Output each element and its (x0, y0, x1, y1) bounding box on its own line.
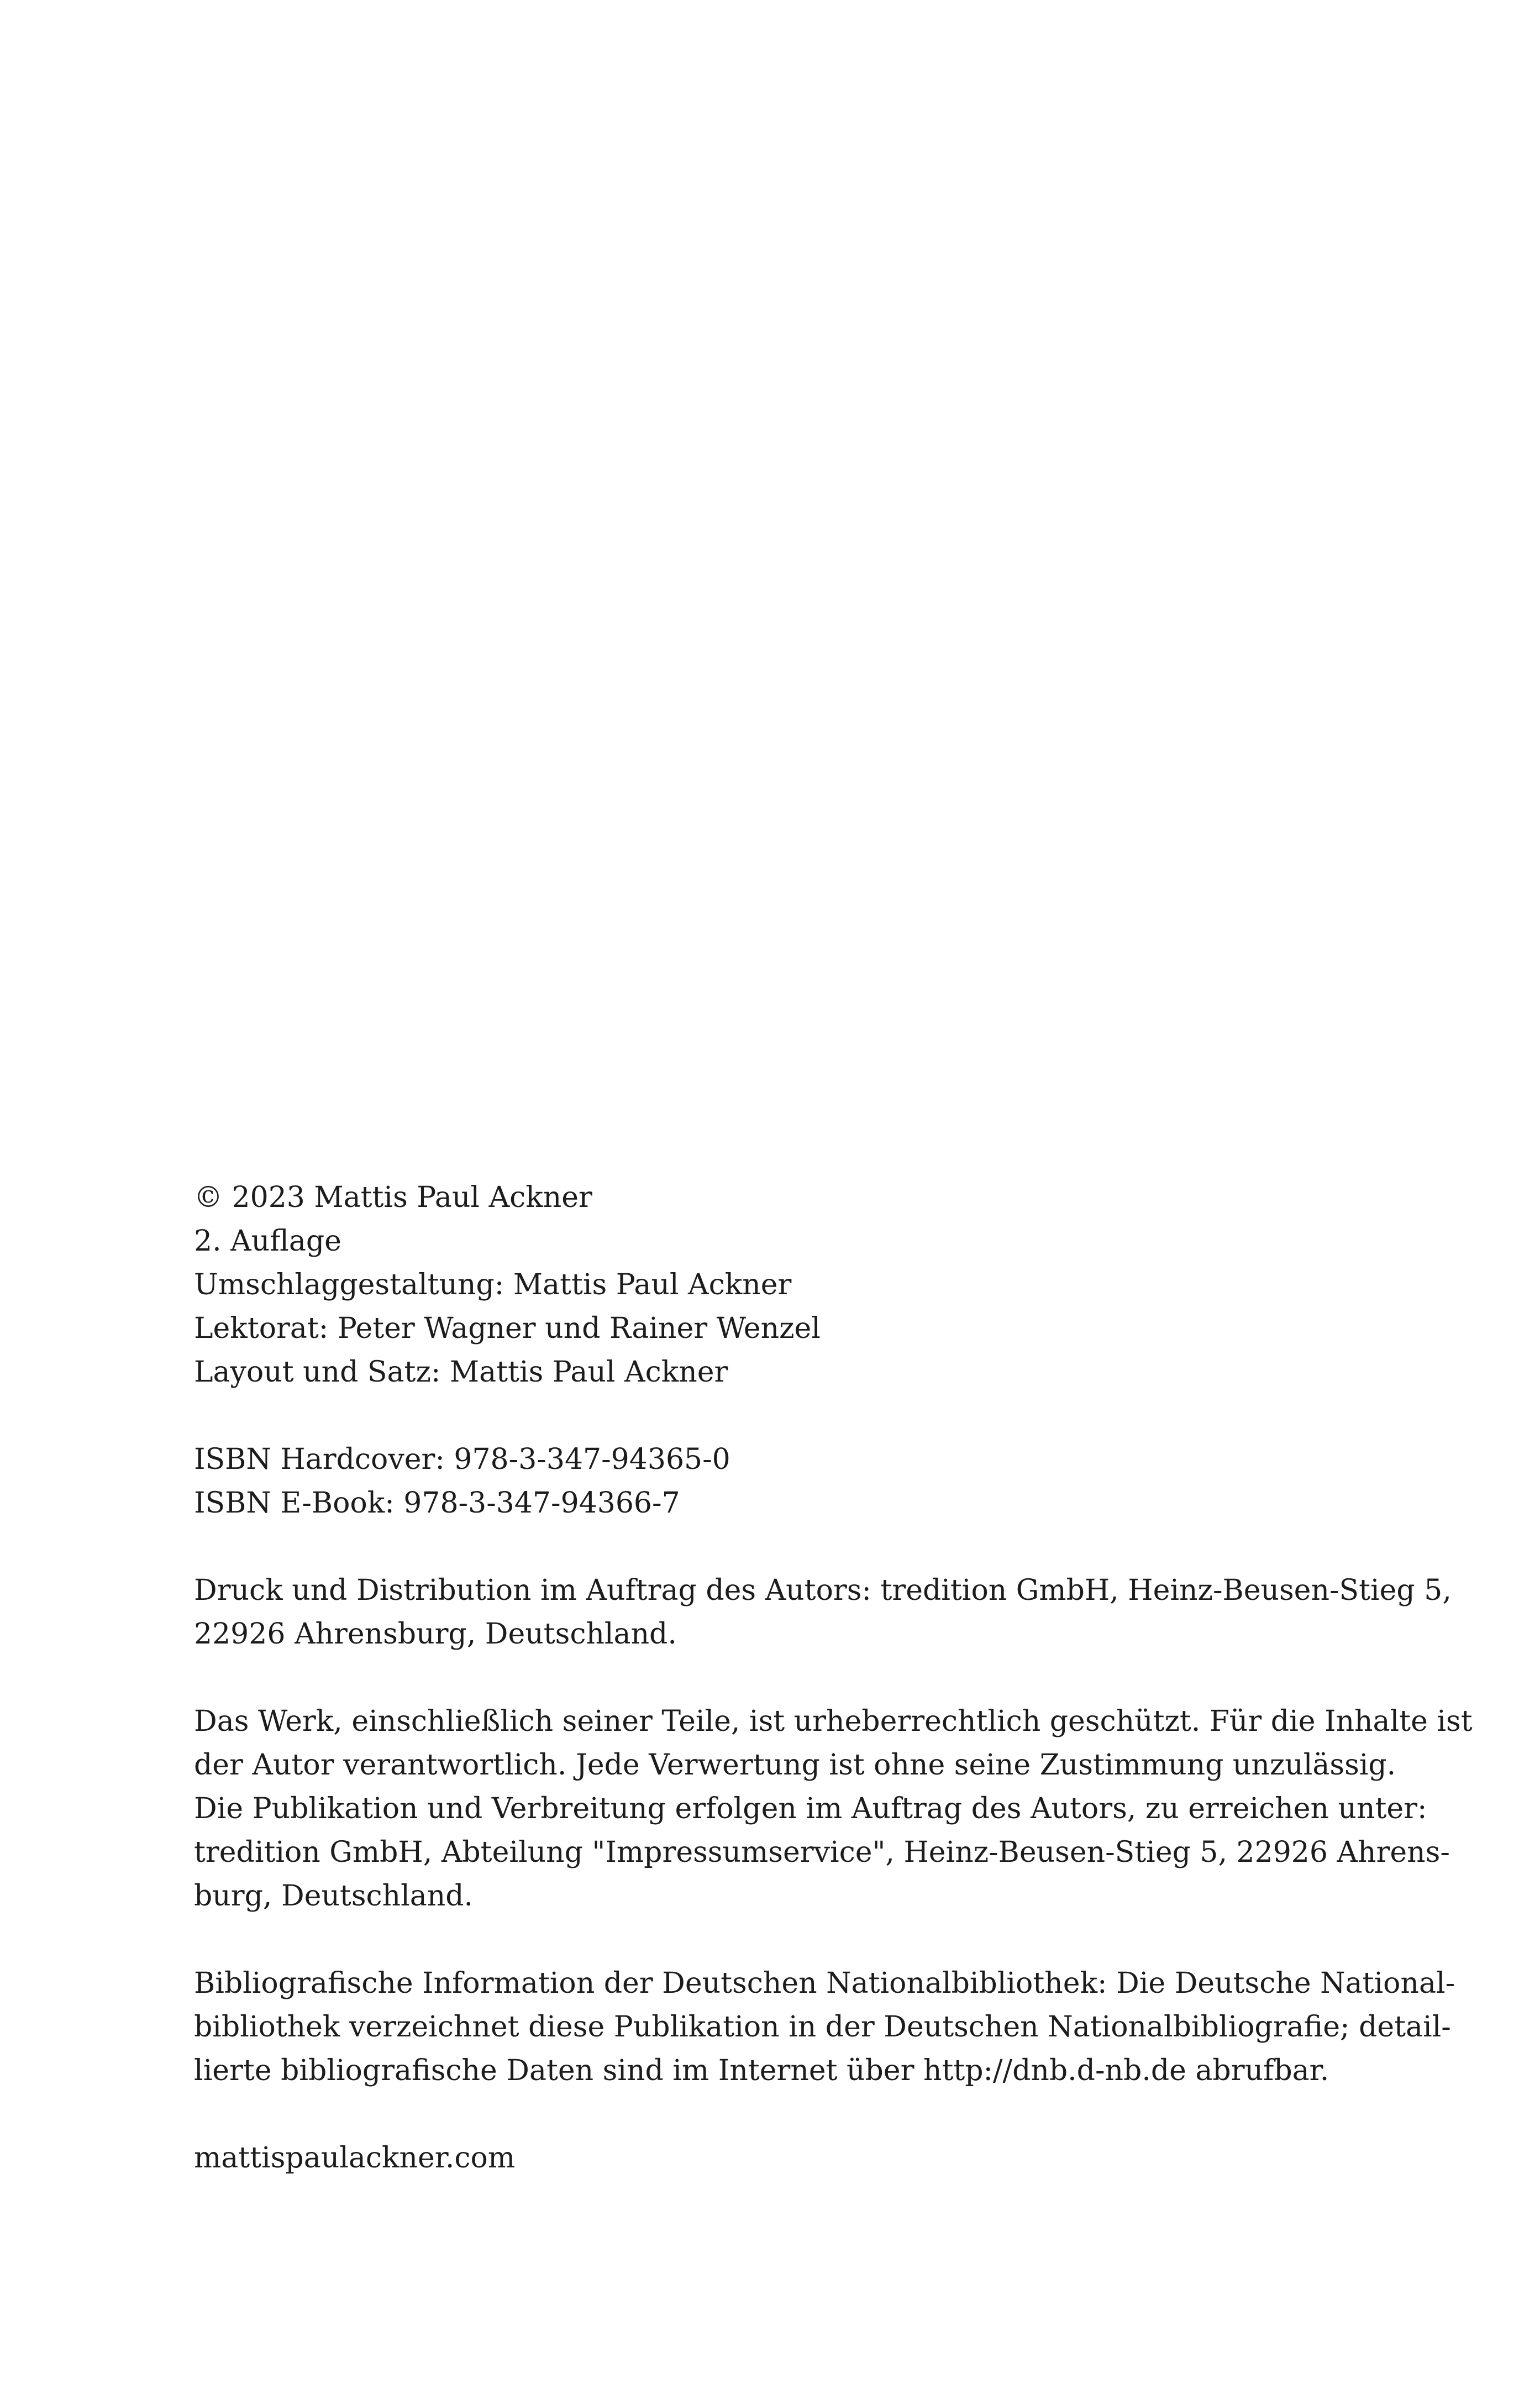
website-line: mattispaulackner.com (194, 2141, 516, 2175)
imprint-section (194, 1176, 1473, 2180)
layout-line: Layout und Satz: Mattis Paul Ackner (194, 1356, 728, 1389)
rights-line: der Autor verantwortlich. Jede Verwertung ist ohne seine Zustimmung unzulässig. (194, 1749, 1396, 1782)
bibliography-block (194, 1962, 1455, 2093)
rights-line: tredition GmbH, Abteilung "Impressumservice", Heinz-Beusen-Stieg 5, 22926 Ahrens- (194, 1836, 1450, 1869)
rights-line: Die Publikation und Verbreitung erfolgen im Auftrag des Autors, zu erreichen unter: (194, 1792, 1427, 1825)
credits-block (194, 1176, 1354, 1394)
bibliography-line: lierte bibliografische Daten sind im Internet über http://dnb.d-nb.de abrufbar. (194, 2054, 1329, 2087)
isbn-ebook-line: ISBN E-Book: 978-3-347-94366-7 (194, 1487, 680, 1520)
isbn-hardcover-line: ISBN Hardcover: 978-3-347-94365-0 (194, 1443, 730, 1476)
bibliography-line: bibliothek verzeichnet diese Publikation in der Deutschen Nationalbibliografie; detail- (194, 2010, 1451, 2044)
rights-line: burg, Deutschland. (194, 1879, 474, 1913)
rights-line: Das Werk, einschließlich seiner Teile, ist urheberrechtlich geschützt. Für die Inhalte ist (194, 1705, 1473, 1738)
isbn-block (194, 1438, 1354, 1525)
website-block (194, 2136, 1354, 2180)
distribution-line: Druck und Distribution im Auftrag des Autors: tredition GmbH, Heinz-Beusen-Stieg 5, (194, 1574, 1452, 1607)
rights-block (194, 1700, 1473, 1918)
cover-design-line: Umschlaggestaltung: Mattis Paul Ackner (194, 1268, 792, 1301)
edition-line: 2. Auflage (194, 1225, 341, 1258)
distribution-block (194, 1569, 1452, 1656)
bibliography-line: Bibliografische Information der Deutschen Nationalbibliothek: Die Deutsche National- (194, 1967, 1455, 2000)
copyright-line: © 2023 Mattis Paul Ackner (194, 1181, 592, 1214)
editing-line: Lektorat: Peter Wagner und Rainer Wenzel (194, 1312, 821, 1345)
distribution-line: 22926 Ahrensburg, Deutschland. (194, 1618, 677, 1651)
